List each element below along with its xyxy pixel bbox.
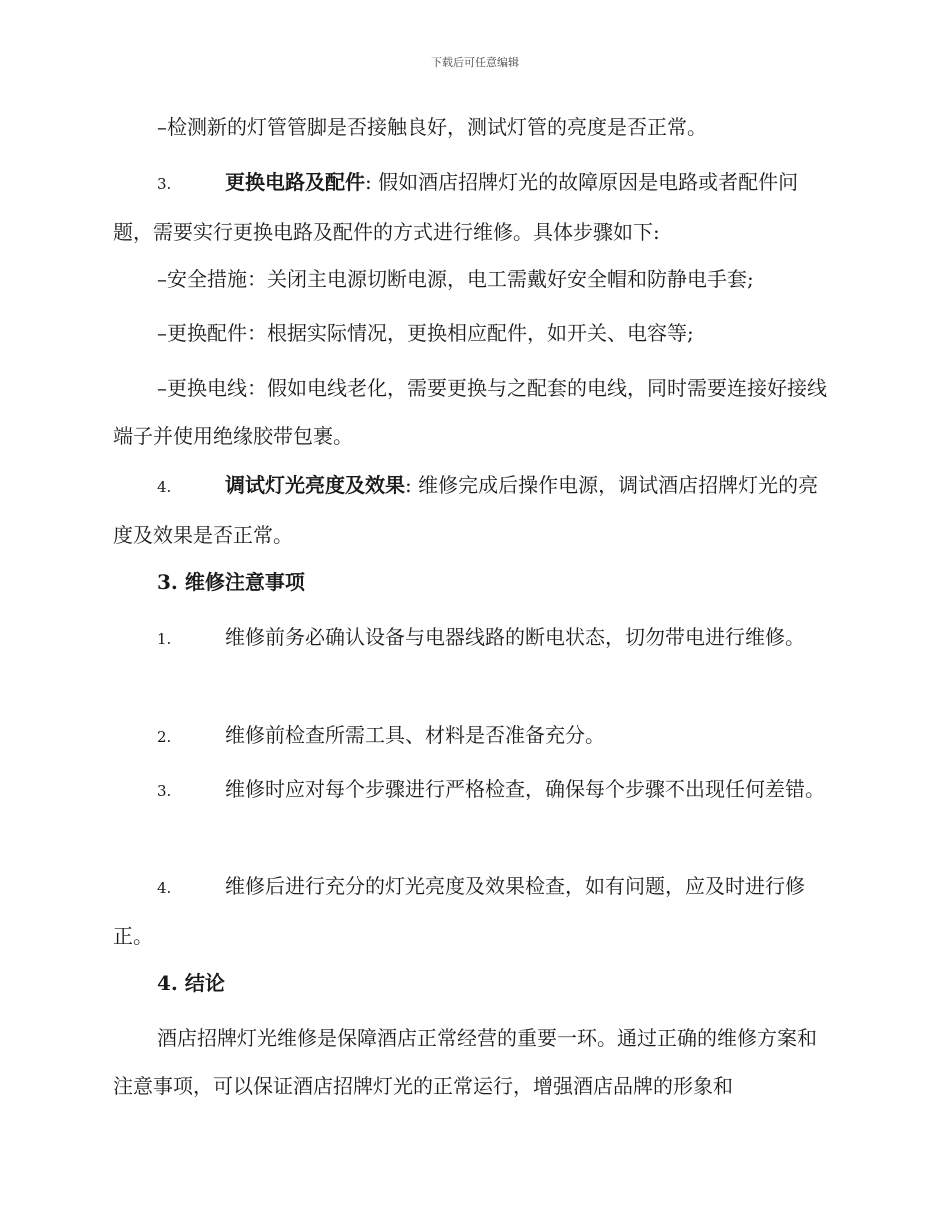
paragraph-replace-parts: –更换配件：根据实际情况，更换相应配件，如开关、电容等;: [157, 321, 694, 345]
note-text: 维修前务必确认设备与电器线路的断电状态，切勿带电进行维修。: [225, 625, 805, 649]
list-item-title: 调试灯光亮度及效果: [225, 473, 405, 497]
list-number: 1.: [157, 630, 172, 648]
section-heading-conclusion: 4. 结论: [157, 971, 225, 995]
note-text: 维修后进行充分的灯光亮度及效果检查，如有问题，应及时进行修正。: [113, 874, 805, 948]
paragraph-safety: –安全措施：关闭主电源切断电源，电工需戴好安全帽和防静电手套;: [157, 267, 754, 291]
list-number: 3.: [157, 175, 172, 193]
list-item-test-light: [113, 461, 835, 559]
page-header: 下载后可任意编辑: [431, 56, 519, 69]
paragraph-conclusion: 酒店招牌灯光维修是保障酒店正常经营的重要一环。通过正确的维修方案和注意事项，可以保证酒店招牌灯光的正常运行，增强酒店品牌的形象和: [113, 1026, 817, 1098]
paragraph-check-tube: –检测新的灯管管脚是否接触良好，测试灯管的亮度是否正常。: [157, 115, 707, 139]
note-item: [113, 765, 835, 815]
list-number: 2.: [157, 728, 172, 746]
list-number: 4.: [157, 478, 172, 496]
list-item-text: : 假如酒店招牌灯光的故障原因是电路或者配件问题，需要实行更换电路及配件的方式进行维修。具体步骤如下:: [113, 170, 799, 244]
list-item-replace-circuit: [113, 158, 835, 256]
list-item-title: 更换电路及配件: [225, 170, 365, 194]
note-text: 维修时应对每个步骤进行严格检查，确保每个步骤不出现任何差错。: [225, 777, 825, 801]
note-text: 维修前检查所需工具、材料是否准备充分。: [225, 723, 605, 747]
paragraph-replace-wire: –更换电线：假如电线老化，需要更换与之配套的电线，同时需要连接好接线端子并使用绝缘胶带包裹。: [113, 376, 827, 448]
note-item: [113, 862, 835, 960]
list-number: 3.: [157, 782, 172, 800]
note-item: [113, 613, 835, 663]
note-item: [113, 711, 835, 761]
list-item-text: : 维修完成后操作电源，调试酒店招牌灯光的亮度及效果是否正常。: [113, 473, 819, 547]
section-heading-notes: 3. 维修注意事项: [157, 570, 305, 594]
list-number: 4.: [157, 879, 172, 897]
